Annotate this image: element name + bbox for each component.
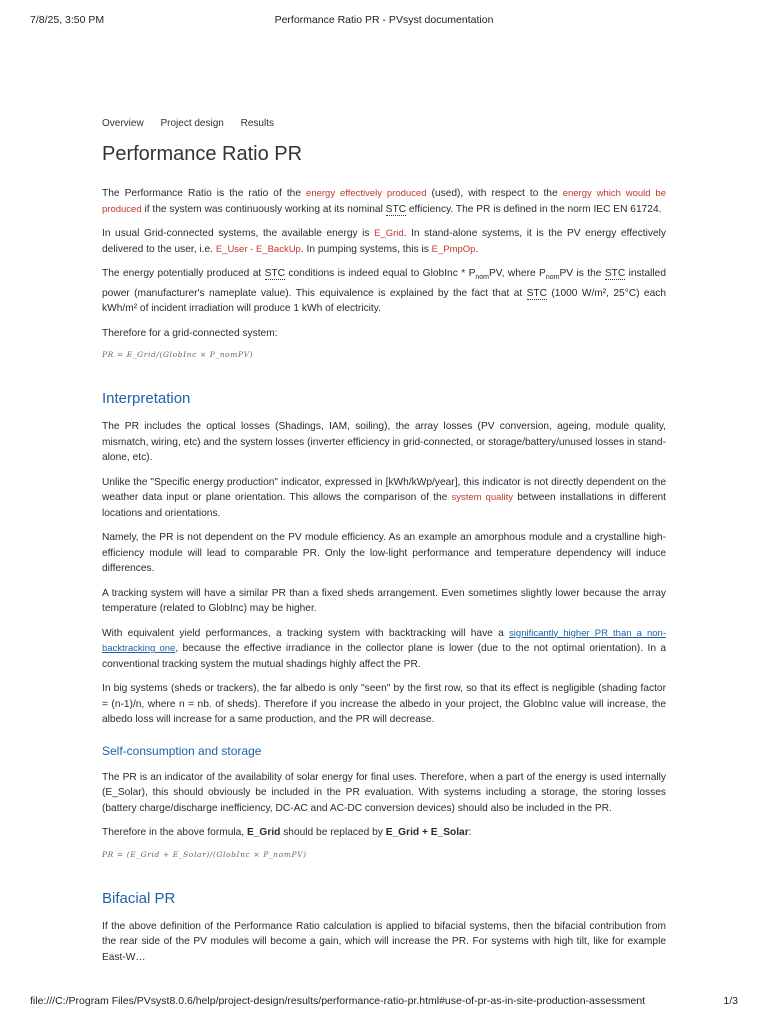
self-consumption-paragraph-2: Therefore in the above formula, E_Grid should be replaced by E_Grid + E_Solar: bbox=[102, 827, 472, 839]
interpretation-paragraph-3: Namely, the PR is not dependent on the PV module efficiency. As an example an amorphous module and a crystalline high-efficiency module will lead to comparable PR. Only the low-light performance and temperature dependency will induce differences. bbox=[102, 532, 666, 575]
interpretation-paragraph-6: In big systems (sheds or trackers), the far albedo is only "seen" by the first row, so that its effect is negligible (shading factor = (n-1)/n, where n = nb. of sheds). Therefore if you increase the albedo in your project, the GlobInc value will increase, the albedo loss will increase for a same production, and the PR will decrease. bbox=[102, 683, 666, 726]
intro-paragraph-1: The Performance Ratio is the ratio of the energy effectively produced (used), with respect to the energy which would be produced if the system was continuously working at its nominal STC efficiency. The PR is defined in the norm IEC EN 61724. bbox=[102, 188, 666, 215]
intro-paragraph-3: The energy potentially produced at STC conditions is indeed equal to GlobInc * $P_{nom}PV$, where $P_{nom}PV$ is the STC installed power (manufacturer's nameplate value). This equivalence is explained by the fact that at STC (1000 W/m², 25°C) each kWh/m² of incident irradiation will produce 1 kWh of electricity. bbox=[102, 268, 667, 315]
backtracking-link[interactable]: significantly higher PR than a non-backtracking one bbox=[102, 627, 666, 655]
stc-abbr[interactable]: STC bbox=[385, 203, 407, 215]
self-consumption-heading: Self-consumption and storage bbox=[102, 743, 262, 758]
energy-would-be-produced-ref[interactable]: energy which would be produced bbox=[102, 188, 666, 215]
doc-content bbox=[102, 118, 666, 974]
e-user-backup-ref[interactable]: E_User - E_BackUp bbox=[215, 243, 301, 255]
breadcrumb-results[interactable]: Results bbox=[240, 118, 274, 129]
intro-paragraph-2: In usual Grid-connected systems, the available energy is E_Grid. In stand-alone systems, it is the PV energy effectively delivered to the user, i.e. E_User - E_BackUp. In pumping systems, this is E_PmpOp. bbox=[102, 228, 666, 255]
e-grid-ref[interactable]: E_Grid bbox=[374, 228, 404, 239]
stc-abbr[interactable]: STC bbox=[526, 287, 547, 299]
pr-self-consumption-formula: PR = (E_Grid + E_Solar)/(GlobInc × P_nomPV) bbox=[102, 849, 307, 859]
print-page-title: Performance Ratio PR - PVsyst documentation bbox=[274, 14, 494, 26]
interpretation-paragraph-1: The PR includes the optical losses (Shadings, IAM, soiling), the array losses (PV conversion, ageing, module quality, mismatch, wiring, etc) and the system losses (inverter efficiency in grid-connected, or storage/battery/unused losses in stand-alone, etc). bbox=[102, 421, 666, 464]
interpretation-paragraph-4: A tracking system will have a similar PR than a fixed sheds arrangement. Even sometimes slightly lower because the array temperature (related to GlobInc) may be higher. bbox=[102, 587, 666, 615]
breadcrumb-overview[interactable]: Overview bbox=[102, 118, 144, 129]
print-page-number: 1/3 bbox=[723, 995, 738, 1007]
stc-abbr[interactable]: STC bbox=[604, 268, 626, 279]
energy-produced-ref[interactable]: energy effectively produced bbox=[306, 188, 427, 199]
pr-formula: PR = E_Grid/(GlobInc × P_nomPV) bbox=[102, 350, 254, 360]
self-consumption-paragraph-1: The PR is an indicator of the availability of solar energy for final uses. Therefore, when a part of the energy is used internally (E_Solar), this should obviously be included in the PR evaluation. With systems including a storage, the storing losses (battery charge/discharge inefficiency, DC-AC and AC-DC conversion devices) should also be included in the PR. bbox=[102, 771, 666, 814]
interpretation-paragraph-5: With equivalent yield performances, a tracking system with backtracking will have a significantly higher PR than a non-backtracking one, because the effective irradiance in the collector plane is lower (due to the not optimal orientation). In a conventional tracking system the mutual shadings highly affect the PR. bbox=[102, 627, 666, 670]
system-quality-ref[interactable]: system quality bbox=[451, 492, 514, 504]
intro-paragraph-4: Therefore for a grid-connected system: bbox=[102, 327, 278, 339]
e-pmpop-ref[interactable]: E_PmpOp bbox=[431, 243, 476, 255]
breadcrumb-project-design[interactable]: Project design bbox=[160, 118, 224, 129]
page-title: Performance Ratio PR bbox=[102, 143, 303, 165]
bifacial-heading: Bifacial PR bbox=[102, 889, 176, 907]
bifacial-paragraph-1: If the above definition of the Performance Ratio calculation is applied to bifacial systems, then the bifacial contribution from the rear side of the PV modules will become a gain, which will increase the PR. For systems with high tilt, like for example East-W… bbox=[102, 920, 666, 963]
interpretation-paragraph-2: Unlike the "Specific energy production" indicator, expressed in [kWh/kWp/year], this indicator is not directly dependent on the weather data input or plane orientation. This allows the comparison of the system quality between installations in different locations and orientations. bbox=[102, 476, 667, 519]
print-url: file:///C:/Program Files/PVsyst8.0.6/help/project-design/results/performance-ratio-pr.html#use-of-pr-as-in-site-production-assessment bbox=[30, 995, 646, 1007]
print-datetime: 7/8/25, 3:50 PM bbox=[30, 14, 105, 26]
interpretation-heading: Interpretation bbox=[102, 390, 191, 408]
stc-abbr[interactable]: STC bbox=[264, 268, 285, 279]
breadcrumb bbox=[102, 118, 666, 129]
